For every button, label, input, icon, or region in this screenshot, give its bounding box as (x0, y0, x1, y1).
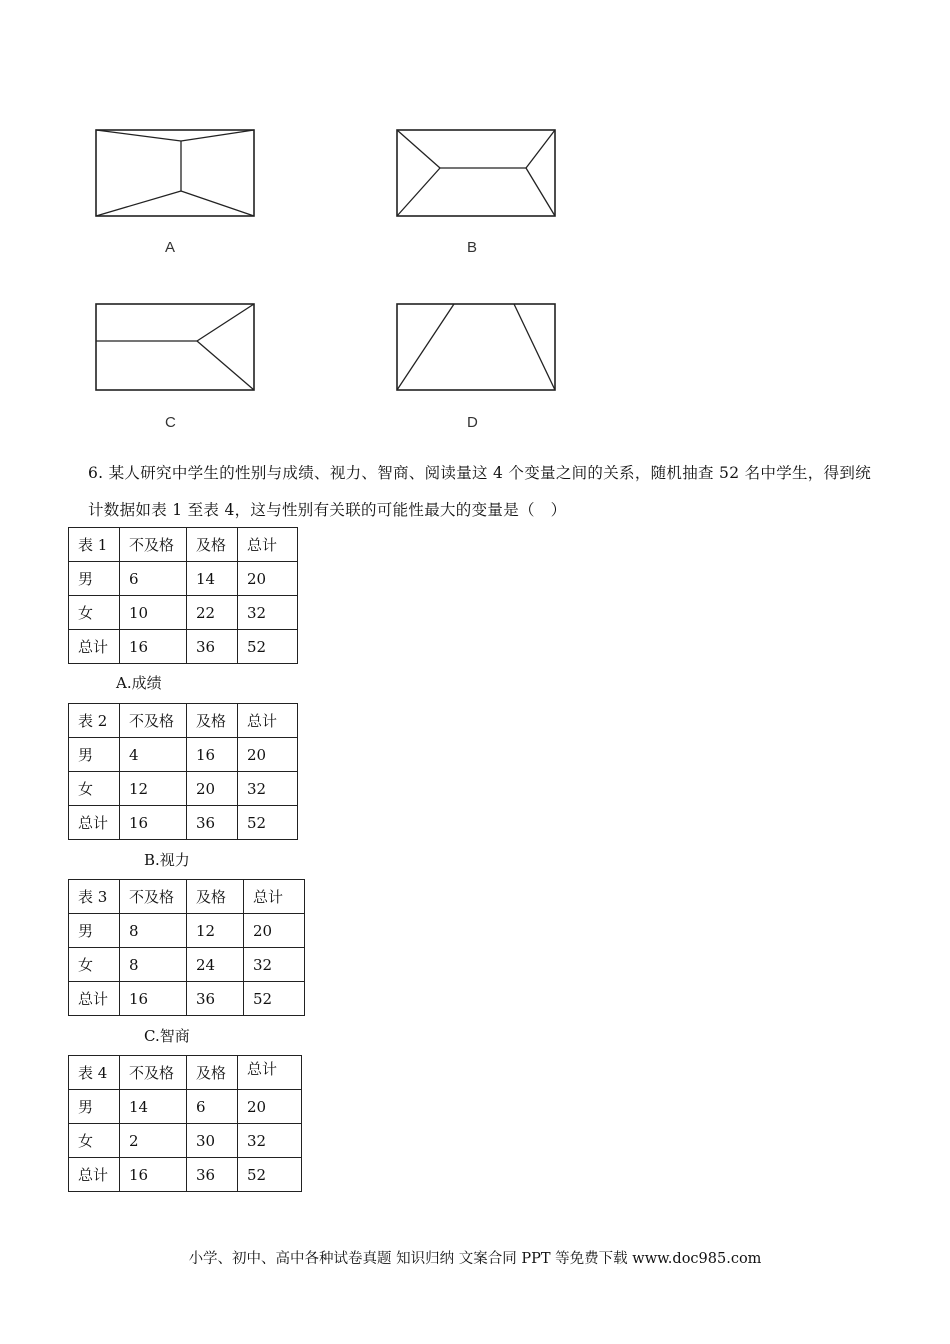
table-row (69, 562, 298, 596)
table-cell: 男 (69, 562, 120, 596)
table-cell: 36 (187, 982, 244, 1016)
table-cell: 总计 (69, 806, 120, 840)
table-cell: 表 2 (69, 704, 120, 738)
table-cell: 16 (120, 982, 187, 1016)
table-row (69, 738, 298, 772)
figure-a (95, 129, 257, 219)
table-row (69, 806, 298, 840)
table-cell: 不及格 (120, 1056, 187, 1090)
table-cell: 24 (187, 948, 244, 982)
table-cell: 22 (187, 596, 238, 630)
table-cell: 男 (69, 914, 120, 948)
table-cell: 表 1 (69, 528, 120, 562)
table-4 (68, 1055, 302, 1192)
figure-c-drawing (95, 303, 257, 393)
table-cell: 总计 (69, 630, 120, 664)
table-2 (68, 703, 298, 840)
table-cell: 表 4 (69, 1056, 120, 1090)
figure-c (95, 303, 257, 393)
table-cell: 36 (187, 1158, 238, 1192)
table-cell: 女 (69, 948, 120, 982)
figure-b (396, 129, 558, 219)
figure-c-label: C (165, 414, 176, 431)
table-row (69, 704, 298, 738)
table-cell: 20 (187, 772, 238, 806)
table-cell: 男 (69, 1090, 120, 1124)
table-cell: 14 (187, 562, 238, 596)
table-cell: 不及格 (120, 528, 187, 562)
question-text: 6. 某人研究中学生的性别与成绩、视力、智商、阅读量这 4 个变量之间的关系，随机抽查 52 名中学生，得到统计数据如表 1 至表 4，这与性别有关联的可能性最大的变量是（ ） (88, 464, 872, 519)
table-cell: 6 (120, 562, 187, 596)
table-3 (68, 879, 305, 1016)
table-cell: 16 (187, 738, 238, 772)
table-cell: 表 3 (69, 880, 120, 914)
figure-b-drawing (396, 129, 558, 219)
table-cell: 30 (187, 1124, 238, 1158)
figure-a-label: A (165, 239, 176, 256)
table-cell: 总计 (69, 982, 120, 1016)
figure-d-drawing (396, 303, 558, 393)
table-cell: 32 (238, 772, 298, 806)
figure-d-label: D (467, 414, 478, 431)
table-cell: 女 (69, 596, 120, 630)
table-cell: 16 (120, 806, 187, 840)
footer-text: 小学、初中、高中各种试卷真题 知识归纳 文案合同 PPT 等免费下载 www.doc985.com (188, 1251, 762, 1267)
table-cell: 4 (120, 738, 187, 772)
table-cell: 男 (69, 738, 120, 772)
table-cell: 女 (69, 1124, 120, 1158)
table-cell: 52 (238, 630, 298, 664)
table-cell: 及格 (187, 880, 244, 914)
table-cell: 36 (187, 630, 238, 664)
table-cell: 总计 (238, 528, 298, 562)
table-cell: 女 (69, 772, 120, 806)
table-1 (68, 527, 298, 664)
table-cell: 2 (120, 1124, 187, 1158)
table-cell: 总计 (238, 1056, 302, 1090)
table-cell: 不及格 (120, 880, 187, 914)
table-cell: 14 (120, 1090, 187, 1124)
table-cell: 20 (244, 914, 305, 948)
table-cell: 16 (120, 1158, 187, 1192)
figure-a-drawing (95, 129, 257, 219)
table-3-caption: C.智商 (144, 1027, 190, 1045)
table-row (69, 982, 305, 1016)
table-cell: 32 (244, 948, 305, 982)
table-cell: 20 (238, 1090, 302, 1124)
table-cell: 20 (238, 562, 298, 596)
figure-d (396, 303, 558, 393)
table-row (69, 596, 298, 630)
table-row (69, 772, 298, 806)
table-cell: 16 (120, 630, 187, 664)
table-cell: 52 (238, 806, 298, 840)
table-cell: 及格 (187, 1056, 238, 1090)
table-row (69, 1124, 302, 1158)
table-cell: 不及格 (120, 704, 187, 738)
table-cell: 12 (120, 772, 187, 806)
table-cell: 8 (120, 914, 187, 948)
table-cell: 32 (238, 1124, 302, 1158)
table-cell: 10 (120, 596, 187, 630)
table-row (69, 914, 305, 948)
table-row (69, 1090, 302, 1124)
table-cell: 总计 (244, 880, 305, 914)
table-2-caption: B.视力 (144, 851, 190, 869)
table-row (69, 880, 305, 914)
figure-b-label: B (467, 239, 478, 256)
table-cell: 6 (187, 1090, 238, 1124)
table-1-caption: A.成绩 (116, 674, 162, 692)
table-row (69, 1158, 302, 1192)
table-cell: 8 (120, 948, 187, 982)
table-cell: 总计 (69, 1158, 120, 1192)
table-cell: 20 (238, 738, 298, 772)
table-cell: 36 (187, 806, 238, 840)
table-cell: 及格 (187, 704, 238, 738)
table-cell: 52 (244, 982, 305, 1016)
table-row (69, 630, 298, 664)
table-row (69, 1056, 302, 1090)
table-cell: 总计 (238, 704, 298, 738)
table-row (69, 948, 305, 982)
table-cell: 52 (238, 1158, 302, 1192)
table-row (69, 528, 298, 562)
table-cell: 及格 (187, 528, 238, 562)
table-cell: 12 (187, 914, 244, 948)
table-cell: 32 (238, 596, 298, 630)
